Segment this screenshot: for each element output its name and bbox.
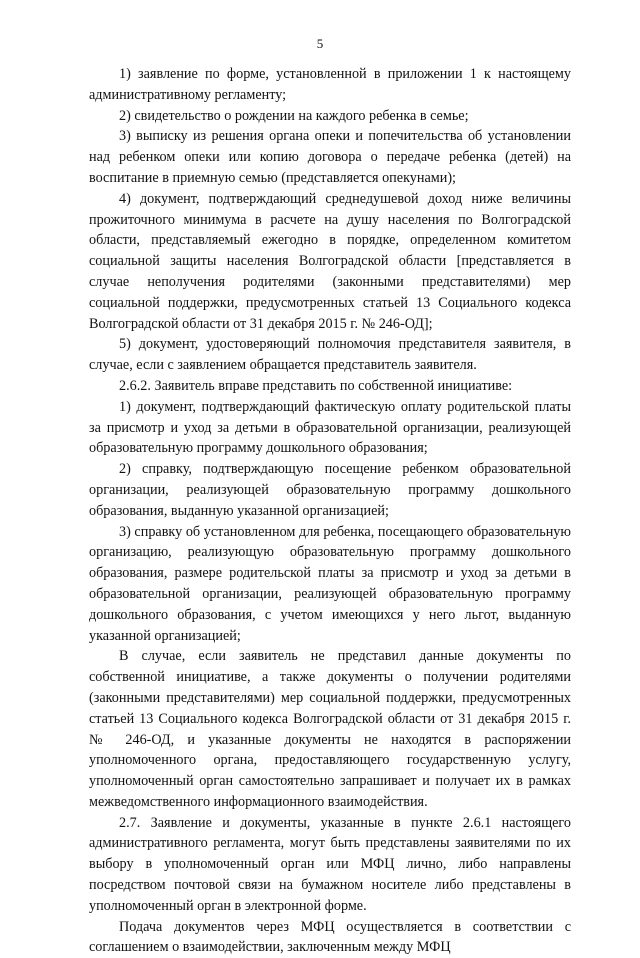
paragraph-item-1-application: 1) заявление по форме, установленной в приложении 1 к настоящему административному регламенту; — [89, 66, 571, 103]
paragraph-optional-1-payment-proof: 1) документ, подтверждающий фактическую оплату родительской платы за присмотр и уход за детьми в образовательной организации, реализующей образовательную программу дошкольного образования; — [89, 398, 571, 457]
document-body — [89, 64, 571, 958]
paragraph-section-2-6-2: 2.6.2. Заявитель вправе представить по собственной инициативе: — [119, 377, 513, 394]
paragraph-optional-3-fee-certificate: 3) справку об установленном для ребенка, посещающего образовательную организацию, реализующую образовательную программу дошкольного образования, размере родительской платы за присмотр и уход за детьми в образовательной организации, реализующей образовательную программу дошкольного образования, с учетом имеющихся у него льгот, выданную указанной организацией; — [89, 523, 571, 644]
paragraph-item-5-authority-document: 5) документ, удостоверяющий полномочия представителя заявителя, в случае, если с заявлением обращается представитель заявителя. — [89, 336, 571, 374]
paragraph-interagency-request: В случае, если заявитель не представил данные документы по собственной инициативе, а также документы о получении родителями (законными представителями) мер социальной поддержки, предусмотренных статьей 13 Социального кодекса Волгоградской области от 31 декабря 2015 г. № 246-ОД, и указанные документы не находятся в распоряжении уполномоченного органа, предоставляющего государственную услугу, уполномоченный орган самостоятельно запрашивает и получает их в рамках межведомственного информационного взаимодействия. — [89, 648, 571, 810]
paragraph-section-2-7: 2.7. Заявление и документы, указанные в пункте 2.6.1 настоящего административного регламента, могут быть представлены заявителями по их выбору в уполномоченный орган или МФЦ лично, либо направлены посредством почтовой связи на бумажном носителе либо представлены в уполномоченный орган в электронной форме. — [89, 814, 571, 914]
paragraph-item-3-guardianship-extract: 3) выписку из решения органа опеки и попечительства об установлении над ребенком опеки или копию договора о передаче ребенка (детей) на воспитание в приемную семью (представляется опекунами); — [89, 128, 571, 186]
paragraph-optional-2-attendance-certificate: 2) справку, подтверждающую посещение ребенком образовательной организации, реализующей образовательную программу дошкольного образования, выданную указанной организацией; — [89, 461, 571, 519]
paragraph-item-2-birth-certificate: 2) свидетельство о рождении на каждого ребенка в семье; — [119, 107, 469, 124]
paragraph-item-4-income-document: 4) документ, подтверждающий среднедушевой доход ниже величины прожиточного минимума в расчете на душу населения по Волгоградской области, представляемый ежегодно в порядке, определенном комитетом социальной защиты населения Волгоградской области [представляется в случае неполучения родителями (законными представителями) мер социальной поддержки, предусмотренных статьей 13 Социального кодекса Волгоградской области от 31 декабря 2015 г. № 246-ОД]; — [89, 190, 571, 332]
page-number: 5 — [316, 36, 324, 51]
paragraph-mfc-submission: Подача документов через МФЦ осуществляется в соответствии с соглашением о взаимодействии, заключенным между МФЦ — [89, 918, 571, 956]
